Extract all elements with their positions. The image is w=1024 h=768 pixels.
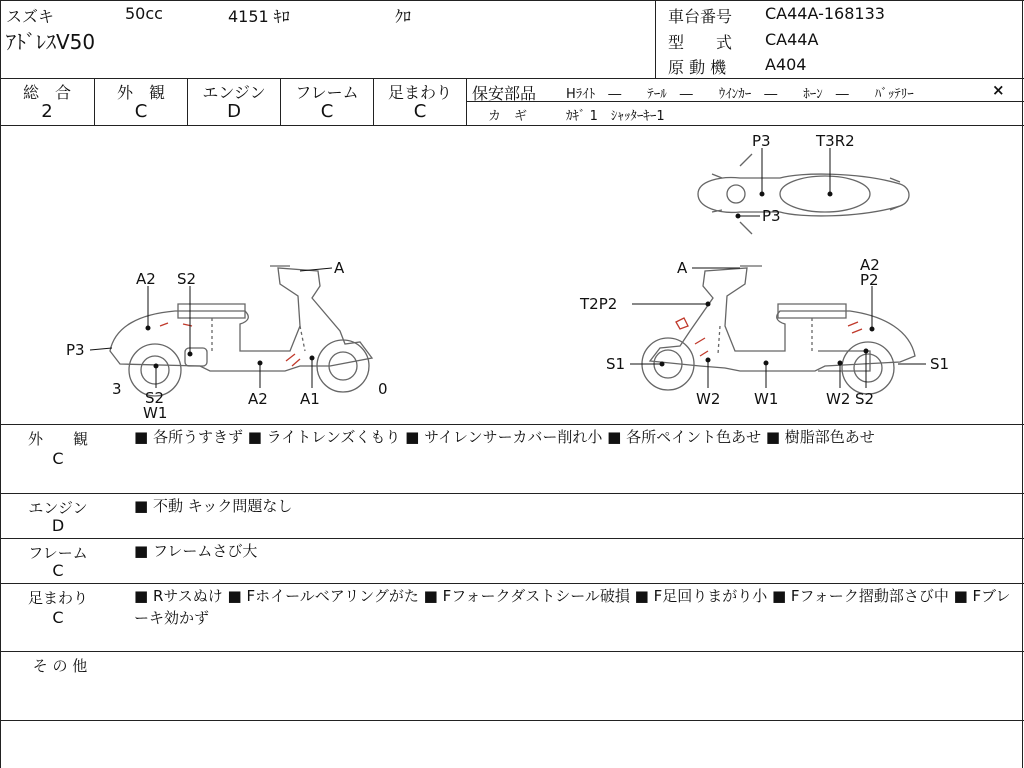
section-label-frame: フレーム <box>28 544 88 562</box>
diagram-label: A1 <box>300 390 320 408</box>
key-label: カ ギ <box>488 109 528 124</box>
diagram-label: S2 <box>145 389 165 407</box>
diagram-label: W2 <box>696 390 721 408</box>
right-labels <box>579 256 949 408</box>
diagram-label: W1 <box>143 404 168 422</box>
diagram-label: S2 <box>855 390 875 408</box>
grade-suspension-label: 足まわり <box>387 83 452 102</box>
battery-mark: × <box>992 81 1005 99</box>
section-label-engine: エンジン <box>28 499 88 517</box>
diagram-label: A2 <box>248 390 268 408</box>
section-grade-suspension: C <box>52 608 64 627</box>
grade-exterior-label: 外 観 <box>116 83 165 102</box>
section-label-suspension: 足まわり <box>27 589 88 607</box>
divider <box>0 78 1024 79</box>
diagram-label: A2 <box>136 270 156 288</box>
top-view-drawing <box>698 154 909 234</box>
diagram-label: T2P2 <box>580 295 618 313</box>
section-label-exterior: 外 観 <box>27 430 88 448</box>
diagram-label: A <box>334 259 345 277</box>
section-text-suspension: ■ Rサスぬけ ■ Fホイールベアリングがた ■ Fフォークダストシール破損 ■ F足回りまがり小 ■ Fフォーク摺動部さび中 ■ Fブレーキ効かず <box>134 587 1011 627</box>
damage-marks <box>160 318 862 366</box>
diagram-label: P2 <box>860 271 879 289</box>
section-grade-exterior: C <box>52 449 64 468</box>
section-text-exterior: ■ 各所うすきず ■ ライトレンズくもり ■ サイレンサーカバー削れ小 ■ 各所ペイント色あせ ■ 樹脂部色あせ <box>134 428 875 446</box>
color: ｸﾛ <box>395 7 412 26</box>
diagram-label: P3 <box>66 341 85 359</box>
divider <box>0 583 1024 584</box>
diagram-label: S2 <box>177 270 197 288</box>
grade-frame-label: フレーム <box>295 83 359 102</box>
top-border <box>0 0 1024 1</box>
grade-overall-value: 2 <box>41 101 53 122</box>
frame-no: CA44A-168133 <box>765 4 885 23</box>
diagram-label: W1 <box>754 390 779 408</box>
grade-suspension-value: C <box>413 101 427 122</box>
section-grade-engine: D <box>51 516 65 535</box>
divider <box>0 493 1024 494</box>
diagram-label: 0 <box>378 380 388 398</box>
engine-label: 原 動 機 <box>668 58 727 77</box>
key-value: ｶｷﾞ 1 ｼｬｯﾀｰｷｰ1 <box>566 109 665 124</box>
frame-no-label: 車台番号 <box>668 7 733 26</box>
displacement: 50cc <box>125 4 163 23</box>
grade-engine-label: エンジン <box>202 83 266 102</box>
damage-diagram <box>0 126 1024 424</box>
type-value: CA44A <box>765 30 819 49</box>
engine-value: A404 <box>765 55 807 74</box>
grade-exterior-value: C <box>134 101 148 122</box>
diagram-label: 3 <box>112 380 122 398</box>
diagram-label: P3 <box>762 207 781 225</box>
model-name: ｱﾄﾞﾚｽV50 <box>6 30 96 54</box>
safety-label: 保安部品 <box>472 84 537 103</box>
divider <box>0 720 1024 721</box>
grade-frame-value: C <box>320 101 334 122</box>
divider <box>0 424 1024 425</box>
divider <box>0 651 1024 652</box>
section-text-engine: ■ 不動 キック問題なし <box>134 497 293 515</box>
diagram-label: P3 <box>752 132 771 150</box>
make: スズキ <box>6 7 55 26</box>
section-text-frame: ■ フレームさび大 <box>134 542 258 560</box>
mileage: 4151 ｷﾛ <box>228 7 290 26</box>
diagram-label: S1 <box>930 355 950 373</box>
diagram-label: A <box>677 259 688 277</box>
grade-engine-value: D <box>227 101 241 122</box>
section-grade-frame: C <box>52 561 64 580</box>
diagram-label: A2 <box>860 256 880 274</box>
annotation-pointers <box>90 148 926 388</box>
divider <box>655 0 656 78</box>
grade-overall-label: 総 合 <box>22 83 71 102</box>
diagram-label: T3R2 <box>816 132 855 150</box>
section-label-other: そ の 他 <box>32 657 88 675</box>
diagram-label: W2 <box>826 390 851 408</box>
safety-items: Hﾗｲﾄ ― ﾃｰﾙ ― ｳｲﾝｶｰ ― ﾎｰﾝ ― ﾊﾞｯﾃﾘｰ <box>566 87 914 102</box>
type-label: 型 式 <box>668 33 733 52</box>
divider <box>0 538 1024 539</box>
diagram-label: S1 <box>606 355 626 373</box>
